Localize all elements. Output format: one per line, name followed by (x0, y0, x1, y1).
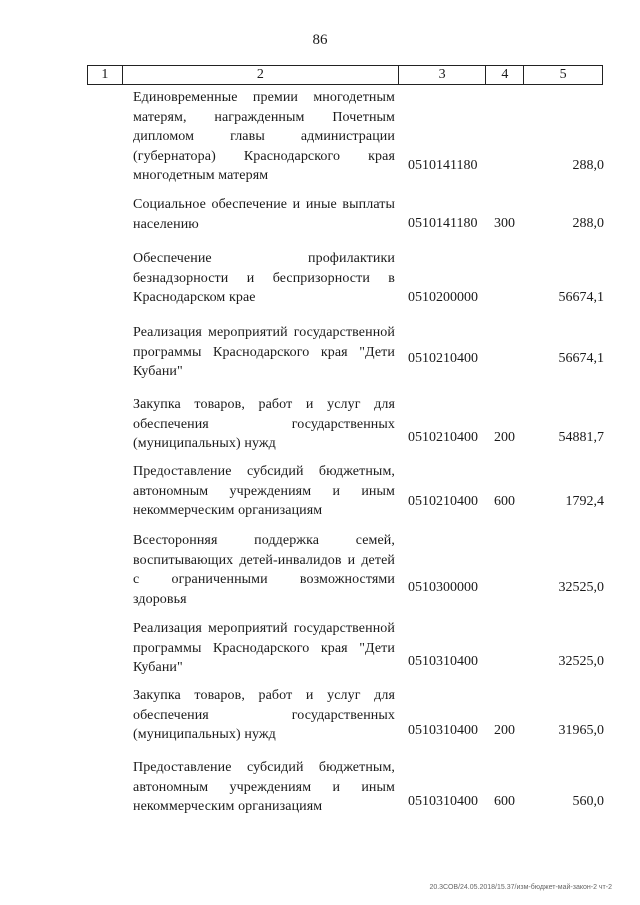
row-description: Реализация мероприятий государственной программы Краснодарского края "Дети Кубани" (133, 325, 395, 379)
row-description: Предоставление субсидий бюджетным, автономным учреждениям и иным некоммерческим организациям (133, 464, 395, 518)
row-amount: 31965,0 (558, 723, 604, 738)
row-amount: 56674,1 (558, 351, 604, 366)
row-type: 600 (494, 794, 515, 809)
row-description: Закупка товаров, работ и услуг для обеспечения государственных (муниципальных) нужд (133, 397, 395, 451)
row-code: 0510210400 (408, 430, 478, 445)
row-type: 300 (494, 216, 515, 231)
row-code: 0510210400 (408, 494, 478, 509)
table-header (87, 65, 603, 85)
row-description: Всесторонняя поддержка семей, воспитывающих детей-инвалидов и детей с ограниченными возможностями здоровья (133, 533, 395, 607)
row-type: 200 (494, 430, 515, 445)
row-description: Реализация мероприятий государственной программы Краснодарского края "Дети Кубани" (133, 621, 395, 675)
row-amount: 1792,4 (565, 494, 604, 509)
row-amount: 32525,0 (558, 580, 604, 595)
row-amount: 54881,7 (558, 430, 604, 445)
header-col-2: 2 (123, 66, 399, 84)
header-col-5: 5 (559, 67, 567, 82)
row-code: 0510310400 (408, 794, 478, 809)
row-code: 0510310400 (408, 654, 478, 669)
row-type: 600 (494, 494, 515, 509)
row-amount: 32525,0 (558, 654, 604, 669)
row-code: 0510141180 (408, 216, 478, 231)
row-code: 0510310400 (408, 723, 478, 738)
row-code: 0510300000 (408, 580, 478, 595)
row-code: 0510141180 (408, 158, 478, 173)
header-col-3: 3 (399, 66, 487, 84)
row-amount: 288,0 (572, 216, 604, 231)
row-code: 0510210400 (408, 351, 478, 366)
row-amount: 288,0 (572, 158, 604, 173)
row-code: 0510200000 (408, 290, 478, 305)
footer-file-note: 20.3СОВ/24.05.2018/15.37/изм-бюджет-май-закон-2 чт-2 (429, 884, 612, 891)
page-number: 86 (312, 32, 328, 48)
row-amount: 560,0 (572, 794, 604, 809)
row-description: Социальное обеспечение и иные выплаты населению (133, 197, 395, 232)
row-amount: 56674,1 (558, 290, 604, 305)
row-description: Предоставление субсидий бюджетным, автономным учреждениям и иным некоммерческим организациям (133, 760, 395, 814)
row-description: Обеспечение профилактики безнадзорности и беспризорности в Краснодарском крае (133, 251, 395, 305)
header-col-1: 1 (88, 66, 123, 84)
header-col-4: 4 (486, 66, 524, 84)
row-description: Единовременные премии многодетным матерям, награжденным Почетным дипломом главы администрации (губернатора) Краснодарского края многодетным матерям (133, 90, 395, 183)
row-description: Закупка товаров, работ и услуг для обеспечения государственных (муниципальных) нужд (133, 688, 395, 742)
row-type: 200 (494, 723, 515, 738)
